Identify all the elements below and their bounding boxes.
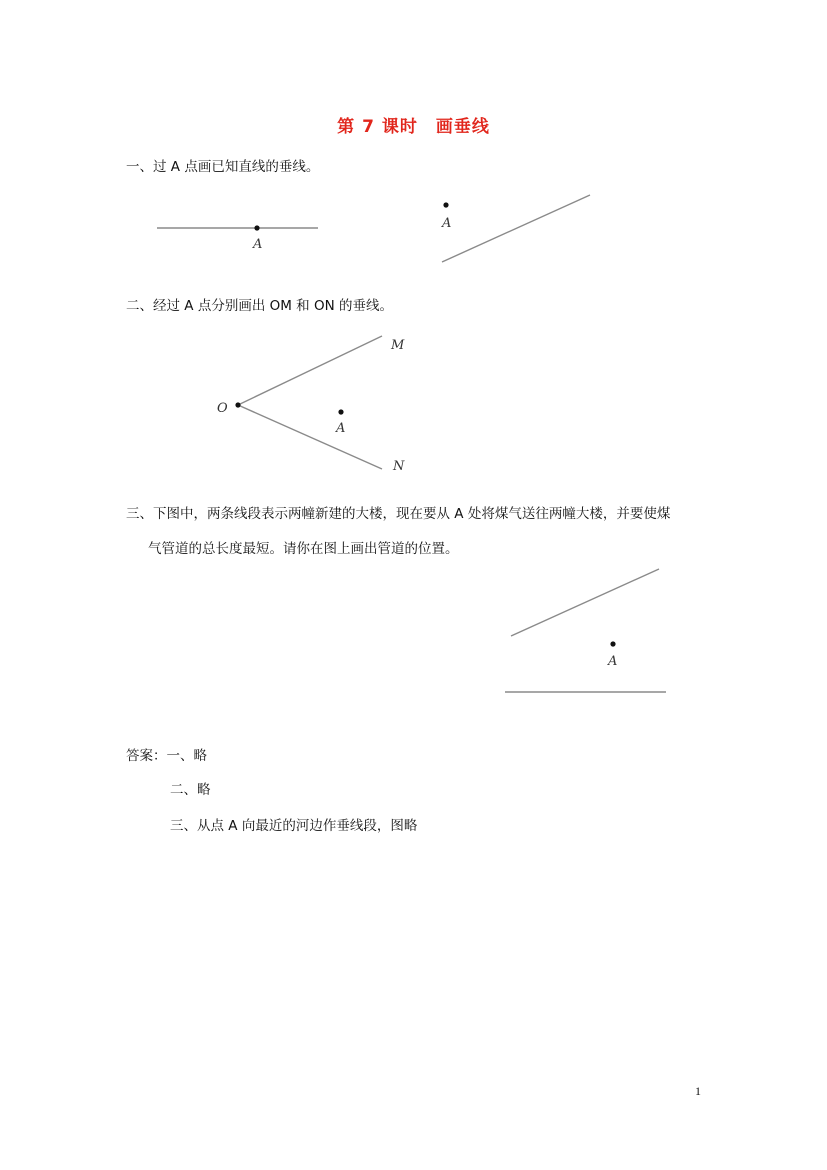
- answer-heading: [126, 746, 207, 766]
- question-3-line-2: 气管道的总长度最短。请你在图上画出管道的位置。: [148, 541, 459, 557]
- answer-3: 三、从点 A 向最近的河边作垂线段，图略: [170, 818, 418, 834]
- question-1-left-figure: [150, 215, 330, 255]
- ray-on: [238, 405, 382, 469]
- answer-2: 二、略: [170, 782, 211, 798]
- point-a-label: A: [253, 237, 263, 252]
- ray-om: [238, 336, 382, 405]
- question-3-line-1: 三、下图中，两条线段表示两幢新建的大楼，现在要从 A 处将煤气送往两幢大楼，并要使煤: [126, 506, 671, 522]
- point-a: [338, 409, 343, 414]
- page-title: 第 7 课时 画垂线: [337, 117, 490, 137]
- vertex-o: [235, 402, 240, 407]
- ray-n-label: N: [393, 459, 405, 474]
- question-2-text: 二、经过 A 点分别画出 OM 和 ON 的垂线。: [126, 298, 393, 314]
- question-2-figure: [210, 330, 420, 480]
- answer-1: 一、略: [166, 748, 207, 764]
- ray-m-label: M: [391, 338, 405, 353]
- question-1-right-figure: [430, 190, 600, 270]
- point-a: [443, 202, 448, 207]
- point-a: [254, 225, 259, 230]
- question-1-text: 一、过 A 点画已知直线的垂线。: [126, 159, 320, 175]
- vertex-o-label: O: [217, 401, 228, 416]
- point-a-label: A: [336, 421, 346, 436]
- question-3-figure: [500, 563, 675, 698]
- point-a: [610, 641, 615, 646]
- given-line: [442, 195, 590, 262]
- page-number: 1: [695, 1084, 701, 1098]
- point-a-label: A: [608, 654, 618, 669]
- answer-label: 答案：: [126, 748, 167, 764]
- building-1-segment: [511, 569, 659, 636]
- point-a-label: A: [442, 216, 452, 231]
